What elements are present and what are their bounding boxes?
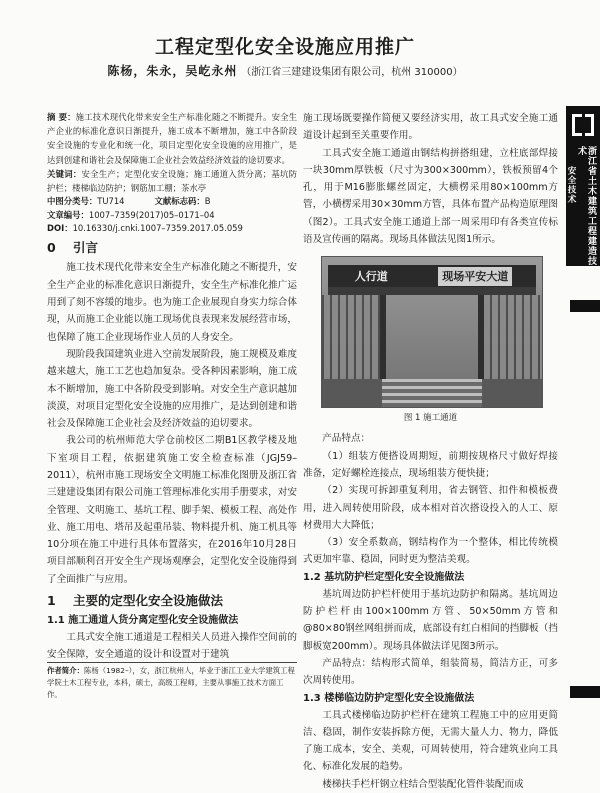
authors: 陈杨，朱永，吴屹永州: [107, 64, 238, 78]
article-number: 文章编号：1007–7359(2017)05–0171–04: [47, 209, 215, 220]
paragraph: 工具式安全施工通道是工程相关人员进入操作空间前的安全保障，安全通道的设计和设置对于建筑: [47, 632, 297, 661]
walkway-floor: [382, 379, 482, 407]
paragraph: 楼梯扶手栏杆钢立柱结合型装配化管件装配而成: [322, 778, 524, 790]
keywords: 关键词：安全生产；定型化安全设施；施工通道入货分离；基坑防护栏；楼梯临边防护；钢筋加工棚；茶水亭: [47, 168, 298, 194]
paragraph: 我公司的杭州师范大学仓前校区二期B1区教学楼及地下室项目工程，依据建筑施工安全检查标准（JGJ59–2011），杭州市施工现场安全文明施工标准化图册及浙江省三建建设集团有限公司施工管理标准化实用手册要求，对安全管理、文明施工、基坑工程、脚手架、模板工程、高处作业、施工用电、塔吊及起重吊装、物料提升机、施工机具等10分项在施工中进行具体布置落实，在2016年10月28日项目部顺利召开安全生产现场观摩会，定型化安全设施得到了全面推广与应用。: [47, 435, 297, 585]
paragraph: （3）安全系数高，钢结构作为一个整体，相比传统模式更加牢靠、稳固，同时更为整洁美观。: [303, 537, 558, 566]
subsection-heading-1-3: 1.3 楼梯临边防护定型化安全设施做法: [303, 692, 475, 704]
sign-walkway: 人行道: [354, 269, 388, 283]
section-vertical-label: 安全技术: [566, 166, 576, 204]
journal-logo-icon: [572, 114, 594, 136]
affiliation: （浙江省三建建设集团有限公司，杭州 310000）: [241, 67, 463, 78]
paragraph: 基坑周边防护栏杆使用于基坑边防护和隔离。基坑周边防护栏杆由100×100mm方管、50×50mm方管和@80×80钢丝网组拼而成，底部设有红白相间的挡脚板（挡脚板宽200mm）。现场具体做法详见图3所示。: [303, 588, 558, 652]
page-edge-mark: [570, 300, 600, 312]
paragraph: 产品特点：结构形式简单，组装简易，简洁方正，可多次周转使用。: [303, 657, 558, 687]
author-line: [0, 62, 570, 79]
right-column: [303, 110, 558, 793]
paragraph: （1）组装方便搭设周期短，前期按规格尺寸做好焊接准备，定好螺栓连接点，现场组装方便快捷；: [303, 450, 558, 479]
journal-sidebar: [566, 106, 600, 266]
abstract: 摘 要：施工技术现代化带来安全生产标准化随之不断提升。安全生产企业的标准化意识日渐提升，施工成本不断增加，施工中各阶段安全设施的专业化和统一化，项目定型化安全设施的应用推广，是达到创建和谐社会及保障施工企业社会效益经济效益的途切要求。: [47, 112, 297, 165]
left-column: [47, 110, 297, 664]
paper-title: 工程定型化安全设施应用推广: [154, 36, 415, 58]
passage-signboard: [328, 265, 536, 287]
paragraph: 工具式楼梯临边防护栏杆在建筑工程施工中的应用更简洁、稳固，制作安装拆除方便，无需大量人力、物力，降低了施工成本，安全、美观，可周转使用，符合建筑业向工具化、标准化发展的趋势。: [303, 709, 558, 773]
author-footnote: 作者简介：陈杨（1982–），女，浙江杭州人，毕业于浙江工业大学建筑工程学院土木工程专业，本科，硕士，高级工程师，主要从事施工技术方面工作。: [47, 662, 297, 701]
paragraph: 产品特点：: [322, 433, 371, 445]
construction-passage-photo: [321, 256, 543, 408]
canopy: [328, 287, 536, 295]
subsection-heading-1-1: 1.1 施工通道人货分离定型化安全设施做法: [47, 615, 239, 627]
page-edge-mark: [570, 686, 600, 698]
subsection-heading-1-2: 1.2 基坑防护栏定型化安全设施做法: [303, 571, 465, 583]
classification: 中图分类号：TU714 文献标志码：B: [47, 196, 211, 207]
journal-vertical-title: 浙江省土木建筑工程建造技术: [576, 146, 596, 266]
section-heading-1: 1 主要的定型化安全设施做法: [47, 593, 224, 609]
paragraph: 工具式安全施工通道由钢结构拼搭组建，立柱底部焊接一块30mm厚铁板（尺寸为300×300mm），铁板预留4个孔，用于M16膨胀螺丝固定，大横楞采用80×100mm方管，小横楞采用30×30mm方管，具体布置产品构造原理图（图2）。工具式安全施工通道上部一周采用印有各类宣传标语及宣传画的隔离。现场具体做法见图1所示。: [303, 147, 558, 246]
paragraph: 现阶段我国建筑业进入空前发展阶段，施工规模及难度越来越大，施工工艺也趋加复杂。受各种因素影响，施工成本不断增加，施工中各阶段受到影响。对安全生产意识越加淡漠，对项目定型化安全设施的应用推广，是达到创建和谐社会及保障施工企业社会及经济效益的迫切要求。: [47, 348, 297, 430]
section-heading-intro: 0 引言: [47, 240, 99, 256]
sign-safe-avenue: 现场平安大道: [438, 267, 512, 286]
doi: DOI：10.16330/j.cnki.1007–7359.2017.05.059: [47, 223, 243, 234]
figure-1: [321, 256, 541, 426]
paragraph: （2）实现可拆卸重复利用，省去钢管、扣件和模板费用，进入周转使用阶段，成本相对首次搭设投入的人工、原材费用大大降低；: [303, 485, 558, 531]
paragraph: 施工技术现代化带来安全生产标准化随之不断提升，安全生产企业的标准化意识日渐提升，安全生产标准化推广运用到了刻不容缓的地步。也为施工企业展现自身实力综合体现，从而施工企业能以施工现场优良表现来发展经营市场，也保障了施工企业现场作业人员的人身安全。: [47, 262, 297, 343]
paragraph: 施工现场既要操作简便又要经济实用，故工具式安全施工通道设计起到至关重要作用。: [303, 113, 558, 142]
figure-caption: 图 1 施工通道: [403, 413, 458, 424]
